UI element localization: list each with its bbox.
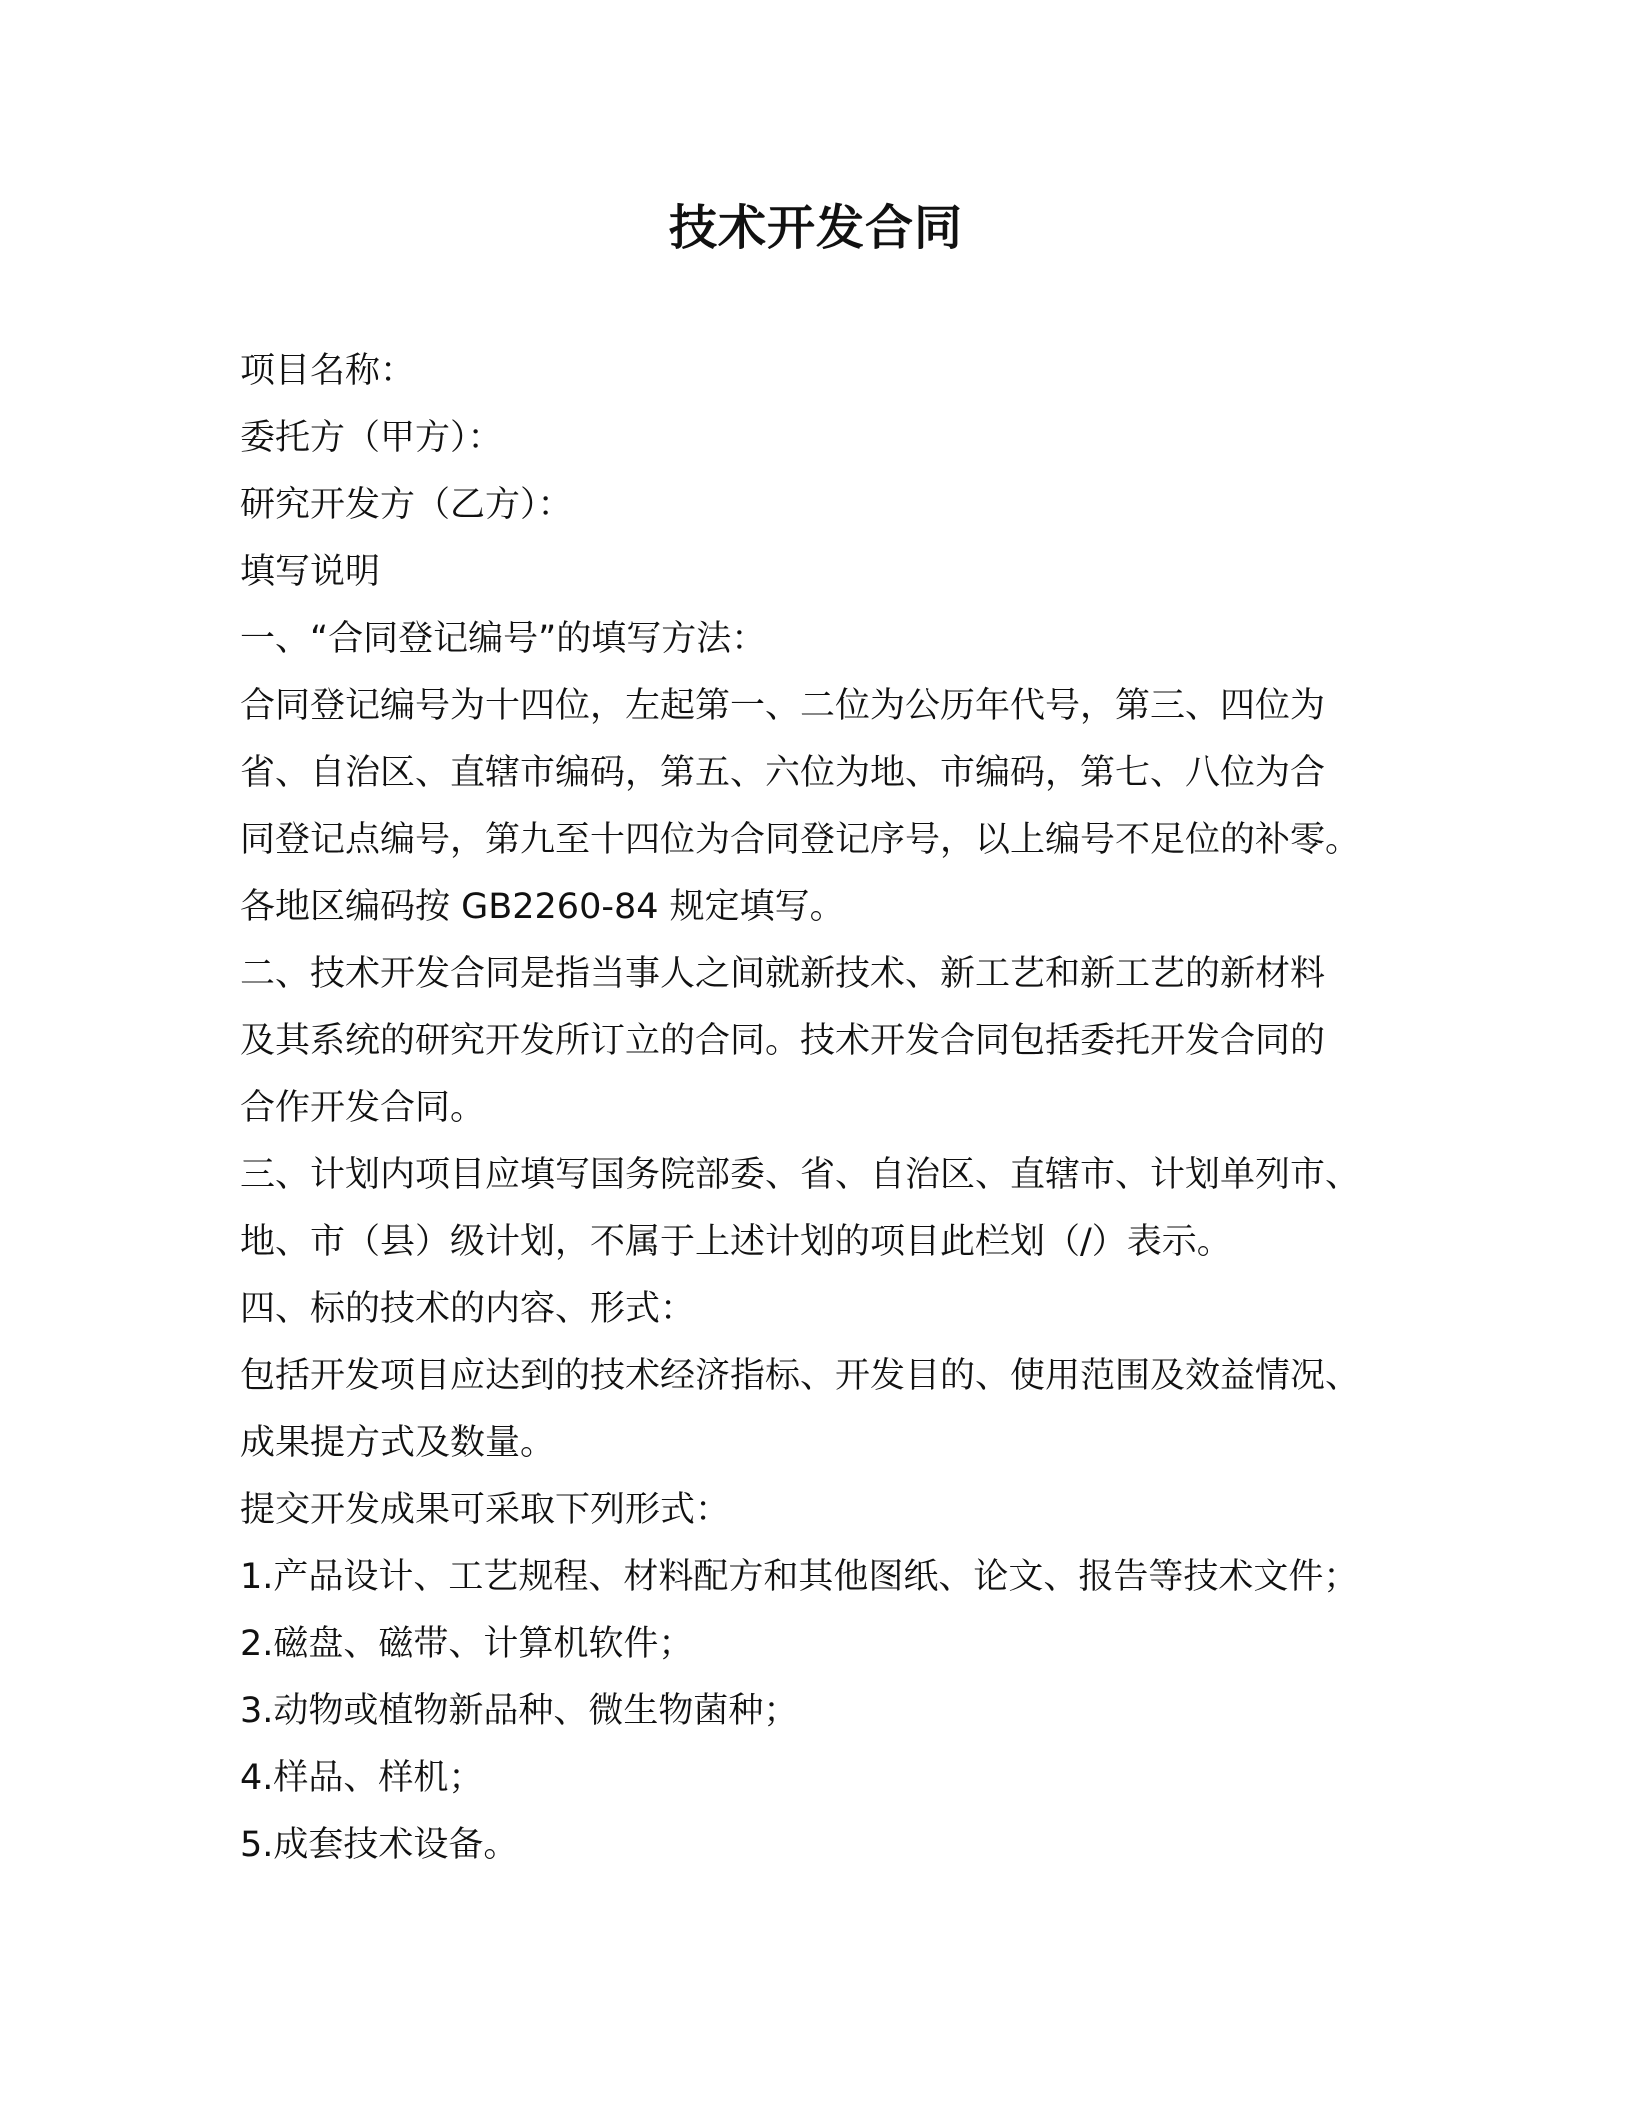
page-title: 技术开发合同 [668, 200, 963, 256]
deliverable-forms-heading: 提交开发成果可采取下列形式： [240, 1490, 731, 1530]
field-client-party-a: 委托方（甲方）： [240, 418, 503, 458]
section-heading-instructions: 填写说明 [240, 552, 381, 592]
instruction-1-text-line: 合同登记编号为十四位，左起第一、二位为公历年代号，第三、四位为 [240, 686, 1326, 726]
instruction-3-text-line: 三、计划内项目应填写国务院部委、省、自治区、直辖市、计划单列市、 [240, 1155, 1361, 1195]
instruction-4-text-line: 包括开发项目应达到的技术经济指标、开发目的、使用范围及效益情况、 [240, 1356, 1361, 1396]
field-project-name: 项目名称： [240, 351, 416, 391]
instruction-1-text-line: 同登记点编号，第九至十四位为合同登记序号，以上编号不足位的补零。 [240, 820, 1361, 860]
deliverable-form-item: 5.成套技术设备。 [240, 1825, 519, 1865]
deliverable-form-item: 2.磁盘、磁带、计算机软件； [240, 1624, 694, 1664]
instruction-1-text-line: 各地区编码按 GB2260-84 规定填写。 [240, 887, 845, 927]
instruction-2-text-line: 合作开发合同。 [240, 1088, 486, 1128]
deliverable-form-item: 1.产品设计、工艺规程、材料配方和其他图纸、论文、报告等技术文件； [240, 1557, 1359, 1597]
instruction-2-text-line: 二、技术开发合同是指当事人之间就新技术、新工艺和新工艺的新材料 [240, 954, 1326, 994]
deliverable-form-item: 4.样品、样机； [240, 1758, 484, 1798]
instruction-4-heading: 四、标的技术的内容、形式： [240, 1289, 696, 1329]
instruction-4-text-line: 成果提方式及数量。 [240, 1423, 556, 1463]
instruction-3-text-line: 地、市（县）级计划，不属于上述计划的项目此栏划（/）表示。 [240, 1222, 1232, 1262]
instruction-1-text-line: 省、自治区、直辖市编码，第五、六位为地、市编码，第七、八位为合 [240, 753, 1326, 793]
field-developer-party-b: 研究开发方（乙方）： [240, 485, 573, 525]
deliverable-form-item: 3.动物或植物新品种、微生物菌种； [240, 1691, 799, 1731]
instruction-2-text-line: 及其系统的研究开发所订立的合同。技术开发合同包括委托开发合同的 [240, 1021, 1326, 1061]
document-body [240, 338, 1400, 1879]
instruction-1-heading: 一、“合同登记编号”的填写方法： [240, 619, 767, 659]
